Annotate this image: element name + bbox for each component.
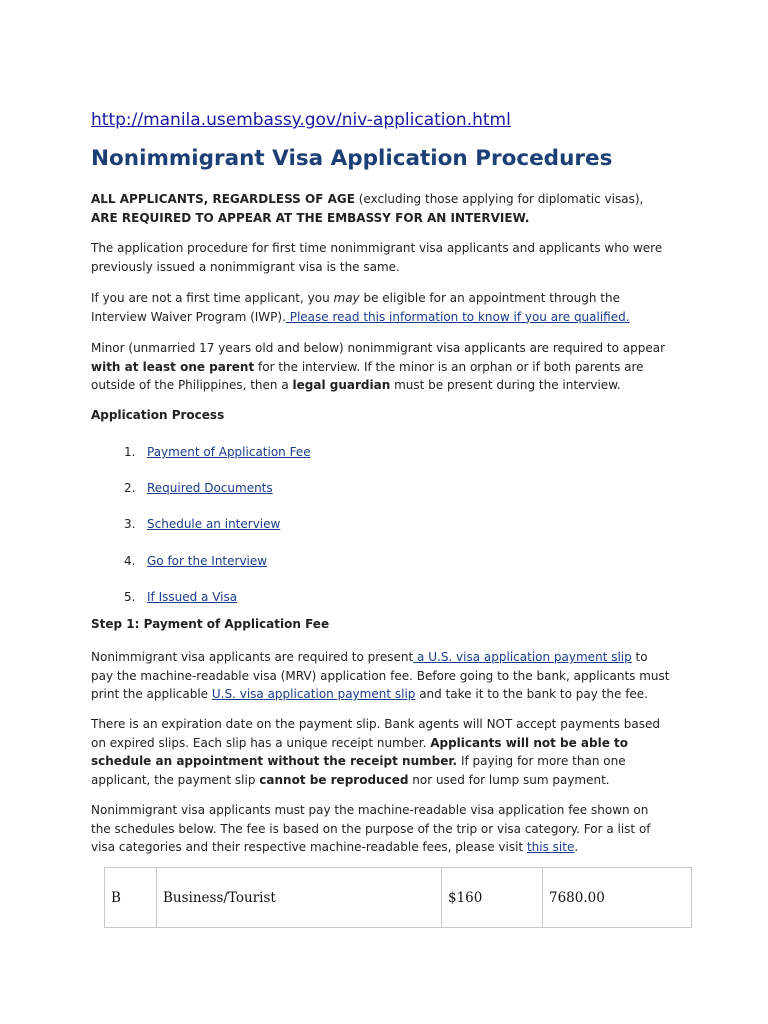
same-procedure-paragraph: The application procedure for first time nonimmigrant visa applicants and applicants who were previously issued a nonimmigrant visa is the same. [91,241,663,274]
payment-slip-link-1[interactable]: a U.S. visa application payment slip [413,650,632,664]
page-title: Nonimmigrant Visa Application Procedures [91,146,613,171]
step-item-4 [124,552,311,588]
minor-text-3: must be present during the interview. [390,378,621,392]
step-link-schedule[interactable]: Schedule an interview [147,517,281,532]
expire-text-1: There is an expiration date on the payment slip. Bank agents will NOT accept payments based on expired slips. Each slip has a unique receipt number. [91,717,660,750]
slip-text-2: to pay the machine-readable visa (MRV) application fee. Before going to the bank, applicants must print the applicable [91,650,670,701]
step-link-payment[interactable]: Payment of Application Fee [147,445,311,459]
step-item-3 [124,515,311,551]
table-cell-code: B [105,868,157,928]
step-number: 4. [124,553,136,568]
this-site-link[interactable]: this site [526,840,575,854]
intro-paragraph [91,190,671,227]
fee-paragraph [91,801,671,857]
iwp-italic-may: may [333,291,360,305]
step-link-documents[interactable]: Required Documents [147,481,273,496]
minor-bold-parent: with at least one parent [91,359,255,374]
iwp-paragraph [91,289,671,326]
intro-bold-all-applicants: ALL APPLICANTS, REGARDLESS OF AGE [91,192,355,206]
slip-text-1: Nonimmigrant visa applicants are required to present [91,650,414,664]
iwp-qualified-link[interactable]: Please read this information to know if you are qualified. [285,309,630,324]
minor-paragraph [91,339,671,395]
minor-text-2: for the interview. If the minor is an orphan or if both parents are outside of the Philippines, then a [91,359,644,392]
expire-bold-reproduced: cannot be reproduced [259,772,409,787]
table-row [105,868,692,928]
application-steps-list [124,443,311,624]
step-number: 2. [124,481,136,496]
step-number: 5. [124,589,136,604]
iwp-text-after: be eligible for an appointment through the Interview Waiver Program (IWP). [91,291,620,324]
iwp-text-before: If you are not a first time applicant, you [91,291,334,305]
step-number: 3. [124,517,136,532]
step1-heading: Step 1: Payment of Application Fee [91,617,330,631]
step-item-2 [124,479,311,515]
step-link-interview[interactable]: Go for the Interview [147,553,268,568]
minor-text-1: Minor (unmarried 17 years old and below) nonimmigrant visa applicants are required to appear [91,341,666,355]
step-item-1 [124,443,311,479]
step-number: 1. [124,445,136,459]
expire-text-2: If paying for more than one applicant, the payment slip [91,754,626,787]
fee-table [104,867,692,928]
table-cell-usd-fee: $160 [442,868,543,928]
source-url-link[interactable]: http://manila.usembassy.gov/niv-application.html [91,110,511,130]
table-cell-category: Business/Tourist [157,868,442,928]
slip-text-3: and take it to the bank to pay the fee. [415,687,648,701]
intro-bold-required: ARE REQUIRED TO APPEAR AT THE EMBASSY FOR AN INTERVIEW. [91,210,530,225]
minor-bold-guardian: legal guardian [292,378,391,392]
fee-text-2: . [574,840,579,854]
expiration-paragraph [91,715,671,789]
step-link-issued-visa[interactable]: If Issued a Visa [147,589,238,604]
fee-text-1: Nonimmigrant visa applicants must pay the machine-readable visa application fee shown on the schedules below. The fee is based on the purpose of the trip or visa category. For a list of visa categories and their respective machine-readable fees, please visit [91,803,651,854]
application-process-heading: Application Process [91,408,225,422]
intro-normal-text: (excluding those applying for diplomatic visas), [354,192,644,206]
expire-text-3: nor used for lump sum payment. [408,772,610,787]
payment-slip-link-2[interactable]: U.S. visa application payment slip [211,687,416,701]
expire-bold-receipt: Applicants will not be able to schedule an appointment without the receipt number. [91,735,629,768]
table-cell-php-fee: 7680.00 [543,868,692,928]
payment-slip-paragraph [91,648,671,704]
